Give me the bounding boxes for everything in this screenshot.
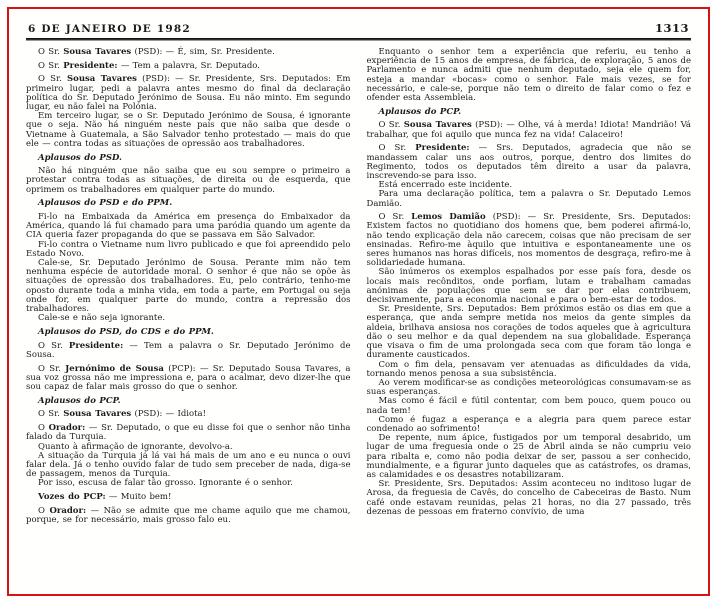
paragraph: Sr. Presidente, Srs. Deputados: Assim aconteceu no inditoso lugar de Arosa, da freguesia de Cavês, do concelho de Cabeceiras de Basto. Num café onde estavam reunidas, pelas 21 horas, no dia 27 passado, três dezenas de pessoas em fraterno convívio, de uma bbox=[366, 479, 691, 517]
paragraph: O Sr. Jernónimo de Sousa (PCP): — Sr. Deputado Sousa Tavares, a sua voz grossa não me impressiona e, para o acalmar, devo dizer-lhe que sou capaz de falar mais grosso do que o senhor. bbox=[26, 363, 351, 392]
paragraph: O Sr. Sousa Tavares (PSD): — Olhe, vá à merda! Idiota! Mandrião! Vá trabalhar, que foi aquilo que nunca fez na vida! Calaceiro! bbox=[366, 120, 691, 140]
paragraph: O Sr. Lemos Damião (PSD): — Sr. Presidente, Srs. Deputados: Existem factos no quotidiano dos homens que, bem poderei afirmá-lo, não tendo explicação dela não carecem, coisas que não precisam de ser ensinadas. Refiro-me àquilo que intuitiva e espontaneamente une os seres humanos nas horas difíceis, nos momentos de desgraça, refiro-me à solidariedade humana. bbox=[366, 212, 692, 269]
paragraph: Fi-lo contra o Vietname num livro publicado e que foi apreendido pelo Estado Novo. bbox=[26, 239, 351, 259]
paragraph: Ao verem modificar-se as condições meteorológicas consumavam-se as suas esperanças. bbox=[366, 377, 691, 398]
paragraph: O Sr. Presidente: — Srs. Deputados, agradecia que não se mandassem calar uns aos outros, porque, dentro dos limites do Regimento, todos os deputados têm direito a usar da palavra, inscrevendo-se para isso. bbox=[366, 143, 691, 181]
header-page-number: 1313 bbox=[654, 21, 689, 35]
paragraph: Cale-se, Sr. Deputado Jerónimo de Sousa. Perante mim não tem nenhuma espécie de autoridade moral. O senhor é que não se opõe às situações de opressão dos trabalhadores. Eu, pelo contrário, tenho-me oposto durante toda a minha vida, em toda a parte, em Portugal ou seja onde for, em qualquer parte do mundo, contra a repressão dos trabalhadores. bbox=[26, 258, 351, 315]
paragraph: De repente, num ápice, fustigados por um temporal desabrido, um lugar de uma freguesia onde o 25 de Abril ainda se não cumpriu veio para ribalta e, como não podia deixar de ser, passou a ser conhecido, mundialmente, e a figurar junto daqueles que as catástrofes, os dramas, as calamidades e os desastres notabilizaram. bbox=[366, 433, 691, 480]
paragraph: Não há ninguém que não saiba que eu sou sempre o primeiro a protestar contra todas as situações, de direita ou de esquerda, que oprimem os trabalhadores em qualquer parte do mundo. bbox=[26, 166, 351, 195]
paragraph: Sr. Presidente, Srs. Deputados: Bem próximos estão os dias em que a esperança, que anda sempre metida nos meios da gente simples da aldeia, brilhava ansiosa nos corações de todos aqueles que à agricultura dão o seu melhor e da qual dependem na sua globalidade. Esperança que visava o fim de uma prolongada seca com que foram tão longa e duramente causticados. bbox=[366, 304, 691, 361]
paragraph: O Sr. Presidente: — Tem a palavra o Sr. Deputado Jerónimo de Sousa. bbox=[26, 340, 351, 360]
header-rule bbox=[26, 38, 691, 41]
paragraph: Como é fugaz a esperança e a alegria para quem parece estar condenado ao sofrimento! bbox=[366, 414, 691, 434]
paragraph: Mas como é fácil e fútil contentar, com bem pouco, quem pouco ou nada tem! bbox=[366, 396, 691, 416]
paragraph: Vozes do PCP: — Muito bem! bbox=[38, 492, 172, 503]
paragraph: Em terceiro lugar, se o Sr. Deputado Jerónimo de Sousa, é ignorante que o seja. Não há ninguém neste país que não saiba que desde o Vietname à Guatemala, a São Salvador tenho protestado — mais do que ele — contra todas as situações de opressão aos trabalhadores. bbox=[26, 111, 351, 149]
paragraph: Quanto à afirmação de ignorante, devolvo-a. bbox=[38, 441, 233, 452]
paragraph: Enquanto o senhor tem a experiência que referiu, eu tenho a experiência de 15 anos de empresa, de fábrica, de exploração, 5 anos de Parlamento e nunca admiti que nenhum deputado, seja ele quem for, esteja a mandar «bocas» como o senhor. Fale mais vezes, se for necessário, e cale-se, porque não tem o direito de falar como o fez e ofender esta Assembleia. bbox=[366, 47, 691, 104]
page-header bbox=[26, 19, 691, 38]
paragraph: Está encerrado este incidente. bbox=[378, 180, 513, 191]
scanned-page bbox=[7, 7, 710, 596]
paragraph: São inúmeros os exemplos espalhados por esse país fora, desde os locais mais recônditos, onde porfiam, lutam e trabalham camadas anónimas de populações que sem se dar por elas contribuem, decisivamente, para a economia nacional e para o bem-estar de todos. bbox=[366, 267, 691, 306]
stage-direction: Aplausos do PSD. bbox=[38, 152, 122, 163]
paragraph: O Sr. Sousa Tavares (PSD): — É, sim, Sr. Presidente. bbox=[38, 47, 275, 57]
right-column bbox=[367, 48, 692, 525]
paragraph: O Sr. Sousa Tavares (PSD): — Sr. Presidente, Srs. Deputados: Em primeiro lugar, pedi a palavra antes mesmo do final da declaração política do Sr. Deputado Jerónimo de Sousa. Eu não minto. Em segundo lugar, eu não falei na Polónia. bbox=[26, 74, 351, 113]
paragraph: O Orador: — Sr. Deputado, o que eu disse foi que o senhor não tinha falado da Turquia. bbox=[26, 423, 351, 443]
paragraph: Fi-lo na Embaixada da América em presença do Embaixador da América, quando lá fui chamado para uma paródia quando um agente da CIA queria fazer propaganda do que se passava em São Salvador. bbox=[26, 212, 351, 241]
stage-direction: Aplausos do PCP. bbox=[378, 106, 462, 117]
paragraph: O Orador: — Não se admite que me chame aquilo que me chamou, porque, se for necessário, mais grosso falo eu. bbox=[26, 505, 351, 525]
left-column bbox=[26, 48, 351, 525]
paragraph: Cale-se e não seja ignorante. bbox=[38, 313, 166, 324]
paragraph: Com o fim dela, pensavam ver atenuadas as dificuldades da vida, tornando menos penosa a sua subsistência. bbox=[366, 359, 691, 379]
paragraph: A situação da Turquia já lá vai há mais de um ano e eu nunca o ouvi falar dela. Já o tenho ouvido falar de tudo sem preceber de nada, diga-se de passagem, menos da Turquia. bbox=[26, 450, 351, 480]
stage-direction: Aplausos do PSD, do CDS e do PPM. bbox=[38, 326, 214, 337]
paragraph: O Sr. Presidente: — Tem a palavra, Sr. Deputado. bbox=[38, 60, 260, 71]
paragraph: O Sr. Sousa Tavares (PSD): — Idiota! bbox=[38, 409, 207, 420]
paragraph: Por isso, escusa de falar tão grosso. Ignorante é o senhor. bbox=[38, 478, 293, 489]
header-date: 6 DE JANEIRO DE 1982 bbox=[28, 23, 191, 35]
stage-direction: Aplausos do PSD e do PPM. bbox=[38, 198, 173, 209]
two-column-text bbox=[26, 48, 691, 525]
paragraph: Para uma declaração política, tem a palavra o Sr. Deputado Lemos Damião. bbox=[366, 189, 691, 209]
stage-direction: Aplausos do PCP. bbox=[38, 395, 121, 406]
